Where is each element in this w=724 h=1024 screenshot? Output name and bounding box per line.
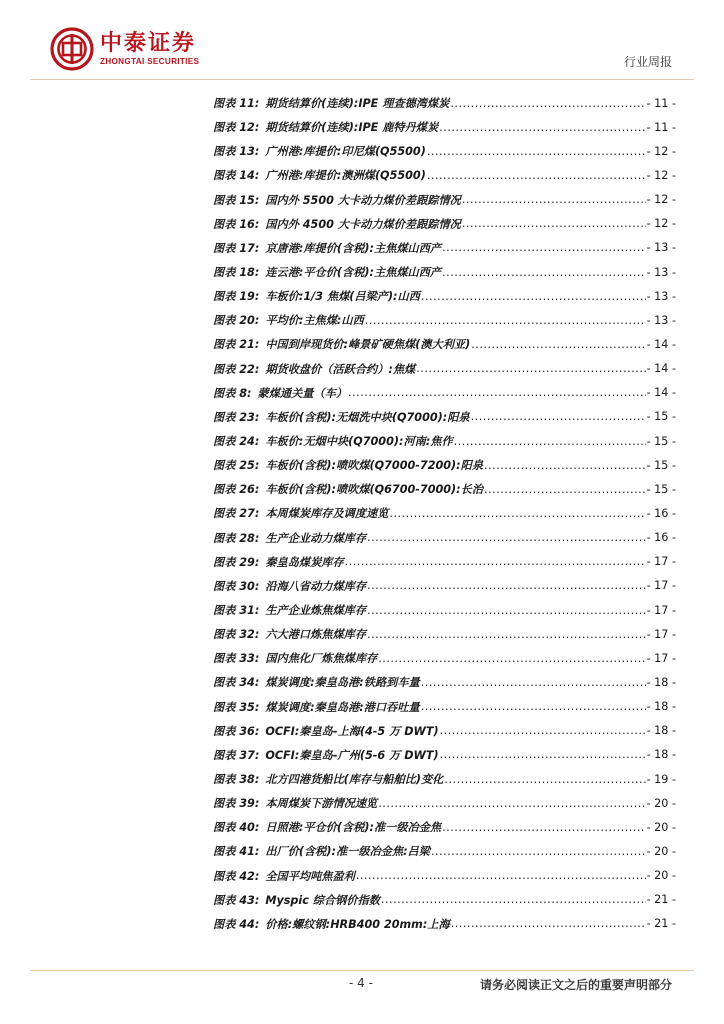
toc-dot-leader bbox=[444, 773, 645, 786]
report-type-label: 行业周报 bbox=[623, 55, 672, 69]
toc-entry[interactable] bbox=[213, 453, 676, 477]
toc-entry-page: - 12 - bbox=[646, 217, 676, 231]
toc-entry[interactable] bbox=[213, 212, 676, 236]
toc-entry-title: 出厂价(含税):准一级冶金焦:吕梁 bbox=[265, 845, 430, 859]
toc-entry-page: - 17 - bbox=[646, 627, 676, 641]
toc-dot-leader bbox=[367, 531, 646, 544]
toc-entry-title: 北方四港货船比(库存与船舶比)变化 bbox=[265, 773, 444, 786]
toc-entry[interactable] bbox=[213, 839, 676, 863]
toc-entry-title: 日照港:平仓价(含税):准一级冶金焦 bbox=[265, 821, 442, 835]
toc-entry[interactable] bbox=[213, 477, 676, 501]
toc-entry-number: 图表 35: bbox=[213, 700, 260, 714]
toc-entry-number: 图表 24: bbox=[213, 435, 260, 449]
toc-entry-title: 蒙煤通关量（车） bbox=[257, 386, 348, 400]
toc-entry-number: 图表 29: bbox=[213, 555, 260, 569]
toc-entry-page: - 18 - bbox=[646, 748, 676, 762]
toc-entry[interactable] bbox=[213, 163, 676, 187]
toc-entry[interactable] bbox=[213, 91, 676, 115]
toc-dot-leader bbox=[381, 893, 646, 906]
toc-entry-page: - 18 - bbox=[646, 700, 676, 714]
toc-entry-number: 图表 14: bbox=[213, 169, 260, 183]
toc-entry-title: 期货收盘价（活跃合约）:焦煤 bbox=[265, 362, 416, 376]
toc-entry[interactable] bbox=[213, 236, 676, 260]
toc-entry-page: - 16 - bbox=[646, 506, 676, 520]
company-logo bbox=[50, 26, 199, 72]
toc-entry-title: 车板价(含税):喷吹煤(Q7000-7200):阳泉 bbox=[265, 459, 484, 473]
toc-entry-title: OCFI:秦皇岛-上海(4-5 万 DWT) bbox=[265, 724, 439, 738]
toc-entry-page: - 17 - bbox=[646, 603, 676, 617]
toc-entry-number: 图表 32: bbox=[213, 628, 260, 642]
toc-entry[interactable] bbox=[213, 188, 676, 212]
toc-entry-title: 连云港:平仓价(含税):主焦煤山西产 bbox=[265, 266, 442, 280]
toc-dot-leader bbox=[427, 145, 646, 158]
toc-entry-page: - 13 - bbox=[646, 265, 676, 279]
toc-entry-title: 六大港口炼焦煤库存 bbox=[265, 628, 367, 642]
toc-entry-title: 国内焦化厂炼焦煤库存 bbox=[265, 652, 378, 666]
toc-entry-number: 图表 44: bbox=[213, 917, 260, 931]
toc-entry-page: - 13 - bbox=[646, 313, 676, 327]
toc-dot-leader bbox=[484, 459, 646, 472]
toc-entry-title: Myspic 综合钢价指数 bbox=[265, 893, 380, 907]
toc-dot-leader bbox=[442, 821, 645, 834]
toc-entry-number: 图表 30: bbox=[213, 579, 260, 593]
toc-entry[interactable] bbox=[213, 526, 676, 550]
toc-entry[interactable] bbox=[213, 574, 676, 598]
toc-entry-page: - 15 - bbox=[646, 410, 676, 424]
toc-entry[interactable] bbox=[213, 501, 676, 525]
toc-entry-title: 平均价:主焦煤:山西 bbox=[265, 314, 364, 328]
toc-entry-page: - 20 - bbox=[646, 844, 676, 858]
toc-entry-page: - 15 - bbox=[646, 482, 676, 496]
toc-entry-page: - 14 - bbox=[646, 362, 676, 376]
toc-entry-title: 广州港:库提价:印尼煤(Q5500) bbox=[265, 145, 426, 159]
toc-entry[interactable] bbox=[213, 429, 676, 453]
toc-dot-leader bbox=[440, 724, 646, 737]
toc-entry-title: 车板价:1/3 焦煤(吕梁产):山西 bbox=[265, 290, 420, 304]
toc-dot-leader bbox=[378, 797, 645, 810]
toc-dot-leader bbox=[365, 314, 646, 327]
toc-entry-number: 图表 39: bbox=[213, 797, 260, 811]
toc-dot-leader bbox=[367, 604, 646, 617]
page-header bbox=[0, 0, 724, 80]
toc-entry[interactable] bbox=[213, 912, 676, 936]
toc-dot-leader bbox=[367, 579, 646, 592]
toc-entry-page: - 14 - bbox=[646, 337, 676, 351]
toc-entry-number: 图表 28: bbox=[213, 531, 260, 545]
toc-entry-number: 图表 21: bbox=[213, 338, 260, 352]
toc-entry-title: 车板价(含税):喷吹煤(Q6700-7000):长治 bbox=[265, 483, 484, 497]
toc-entry-number: 图表 22: bbox=[213, 362, 260, 376]
toc-entry-number: 图表 16: bbox=[213, 217, 260, 231]
toc-entry-number: 图表 20: bbox=[213, 314, 260, 328]
toc-entry-number: 图表 31: bbox=[213, 604, 260, 618]
toc-dot-leader bbox=[389, 507, 645, 520]
toc-entry-title: 生产企业炼焦煤库存 bbox=[265, 604, 367, 618]
toc-entry-number: 图表 40: bbox=[213, 821, 260, 835]
toc-entry[interactable] bbox=[213, 670, 676, 694]
toc-entry-page: - 12 - bbox=[646, 168, 676, 182]
toc-entry-title: 车板价(含税):无烟洗中块(Q7000):阳泉 bbox=[265, 410, 470, 424]
toc-entry-page: - 12 - bbox=[646, 144, 676, 158]
toc-dot-leader bbox=[348, 386, 646, 399]
toc-dot-leader bbox=[442, 241, 645, 254]
toc-entry[interactable] bbox=[213, 695, 676, 719]
toc-dot-leader bbox=[367, 628, 646, 641]
toc-entry[interactable] bbox=[213, 888, 676, 912]
toc-entry[interactable] bbox=[213, 284, 676, 308]
toc-entry-number: 图表 18: bbox=[213, 266, 260, 280]
toc-dot-leader bbox=[345, 555, 646, 568]
toc-entry-title: 中国到岸现货价:峰景矿硬焦煤(澳大利亚) bbox=[265, 338, 471, 352]
toc-entry-number: 图表 37: bbox=[213, 748, 260, 762]
toc-entry-page: - 17 - bbox=[646, 579, 676, 593]
toc-entry-title: 本周煤炭库存及调度速览 bbox=[265, 507, 389, 521]
toc-entry-title: 价格:螺纹钢:HRB400 20mm:上海 bbox=[265, 917, 450, 931]
toc-dot-leader bbox=[421, 290, 646, 303]
toc-dot-leader bbox=[440, 748, 646, 761]
toc-entry-page: - 18 - bbox=[646, 675, 676, 689]
toc-entry-page: - 11 - bbox=[646, 120, 676, 134]
zhongtai-logo-icon bbox=[50, 27, 94, 71]
toc-entry-number: 图表 41: bbox=[213, 845, 260, 859]
toc-entry-title: 煤炭调度:秦皇岛港:港口吞吐量 bbox=[265, 700, 420, 714]
toc-entry-number: 图表 34: bbox=[213, 676, 260, 690]
toc-entry[interactable] bbox=[213, 357, 676, 381]
toc-entry-page: - 15 - bbox=[646, 434, 676, 448]
toc-dot-leader bbox=[421, 700, 646, 713]
toc-dot-leader bbox=[462, 193, 646, 206]
toc-dot-leader bbox=[378, 652, 645, 665]
toc-entry[interactable] bbox=[213, 332, 676, 356]
toc-entry-page: - 21 - bbox=[646, 917, 676, 931]
toc-entry[interactable] bbox=[213, 646, 676, 670]
toc-dot-leader bbox=[416, 362, 645, 375]
toc-entry-number: 图表 33: bbox=[213, 652, 260, 666]
toc-entry-number: 图表 11: bbox=[213, 97, 260, 111]
toc-entry[interactable] bbox=[213, 598, 676, 622]
toc-entry[interactable] bbox=[213, 719, 676, 743]
toc-entry-number: 图表 42: bbox=[213, 869, 260, 883]
brand-name-en: ZHONGTAI SECURITIES bbox=[100, 56, 200, 66]
toc-entry-title: OCFI:秦皇岛-广州(5-6 万 DWT) bbox=[265, 748, 439, 762]
toc-entry-number: 图表 12: bbox=[213, 121, 260, 135]
table-of-contents bbox=[213, 91, 676, 936]
toc-entry-title: 国内外 5500 大卡动力煤价差跟踪情况 bbox=[265, 193, 461, 207]
toc-entry[interactable] bbox=[213, 622, 676, 646]
toc-entry[interactable] bbox=[213, 405, 676, 429]
toc-entry-number: 图表 38: bbox=[213, 773, 260, 786]
toc-entry-title: 煤炭调度:秦皇岛港:铁路到车量 bbox=[265, 676, 420, 690]
toc-entry-title: 生产企业动力煤库存 bbox=[265, 531, 367, 545]
page-number: - 4 - bbox=[349, 976, 373, 990]
toc-entry-number: 图表 25: bbox=[213, 459, 260, 473]
toc-entry-number: 图表 13: bbox=[213, 145, 260, 159]
toc-dot-leader bbox=[427, 169, 646, 182]
toc-entry-page: - 21 - bbox=[646, 893, 676, 907]
toc-entry[interactable] bbox=[213, 791, 676, 815]
toc-dot-leader bbox=[462, 217, 646, 230]
toc-dot-leader bbox=[471, 410, 646, 423]
toc-entry-page: - 18 - bbox=[646, 724, 676, 738]
toc-entry-number: 图表 19: bbox=[213, 290, 260, 304]
toc-entry[interactable] bbox=[213, 381, 676, 405]
toc-entry-number: 图表 27: bbox=[213, 507, 260, 521]
toc-dot-leader bbox=[454, 435, 646, 448]
toc-dot-leader bbox=[439, 121, 645, 134]
toc-entry-title: 全国平均吨焦盈利 bbox=[265, 869, 355, 883]
toc-entry-number: 图表 17: bbox=[213, 241, 260, 255]
toc-entry[interactable] bbox=[213, 815, 676, 839]
toc-entry[interactable] bbox=[213, 864, 676, 888]
toc-entry-page: - 20 - bbox=[646, 869, 676, 883]
toc-entry-page: - 15 - bbox=[646, 458, 676, 472]
toc-dot-leader bbox=[471, 338, 645, 351]
toc-entry[interactable] bbox=[213, 139, 676, 163]
toc-entry[interactable] bbox=[213, 115, 676, 139]
toc-entry-page: - 20 - bbox=[646, 820, 676, 834]
toc-entry-page: - 13 - bbox=[646, 289, 676, 303]
toc-entry-title: 本周煤炭下游情况速览 bbox=[265, 797, 378, 811]
disclaimer-text: 请务必阅读正文之后的重要声明部分 bbox=[479, 978, 672, 992]
toc-entry[interactable] bbox=[213, 260, 676, 284]
toc-dot-leader bbox=[356, 869, 646, 882]
toc-entry-number: 图表 43: bbox=[213, 893, 260, 907]
toc-entry-page: - 17 - bbox=[646, 651, 676, 665]
toc-entry-title: 秦皇岛煤炭库存 bbox=[265, 555, 344, 569]
toc-entry-page: - 17 - bbox=[646, 555, 676, 569]
toc-entry-title: 沿海八省动力煤库存 bbox=[265, 579, 367, 593]
toc-entry[interactable] bbox=[213, 308, 676, 332]
toc-entry-page: - 13 - bbox=[646, 241, 676, 255]
toc-dot-leader bbox=[451, 917, 646, 930]
toc-entry[interactable] bbox=[213, 550, 676, 574]
toc-entry[interactable] bbox=[213, 767, 676, 791]
toc-entry-page: - 16 - bbox=[646, 531, 676, 545]
toc-entry[interactable] bbox=[213, 743, 676, 767]
toc-entry-number: 图表 23: bbox=[213, 410, 260, 424]
toc-entry-title: 期货结算价(连续):IPE 理查德湾煤炭 bbox=[265, 97, 450, 111]
toc-entry-title: 车板价:无烟中块(Q7000):河南:焦作 bbox=[265, 435, 453, 449]
toc-entry-page: - 12 - bbox=[646, 193, 676, 207]
toc-entry-page: - 11 - bbox=[646, 96, 676, 110]
toc-entry-number: 图表 26: bbox=[213, 483, 260, 497]
toc-dot-leader bbox=[421, 676, 646, 689]
footer-divider bbox=[30, 970, 694, 971]
toc-dot-leader bbox=[442, 266, 645, 279]
toc-entry-title: 国内外 4500 大卡动力煤价差跟踪情况 bbox=[265, 217, 461, 231]
toc-entry-page: - 14 - bbox=[646, 386, 676, 400]
brand-name-cn: 中泰证券 bbox=[100, 30, 197, 56]
toc-dot-leader bbox=[450, 97, 645, 110]
toc-dot-leader bbox=[484, 483, 646, 496]
toc-entry-number: 图表 36: bbox=[213, 724, 260, 738]
toc-dot-leader bbox=[431, 845, 646, 858]
toc-entry-page: - 20 - bbox=[646, 796, 676, 810]
header-divider bbox=[30, 79, 694, 80]
toc-entry-number: 图表 15: bbox=[213, 193, 260, 207]
toc-entry-page: - 19 - bbox=[646, 772, 676, 786]
toc-entry-title: 广州港:库提价:澳洲煤(Q5500) bbox=[265, 169, 426, 183]
toc-entry-title: 期货结算价(连续):IPE 鹿特丹煤炭 bbox=[265, 121, 439, 135]
toc-entry-title: 京唐港:库提价(含税):主焦煤山西产 bbox=[265, 241, 442, 255]
toc-entry-number: 图表 8: bbox=[213, 386, 252, 400]
